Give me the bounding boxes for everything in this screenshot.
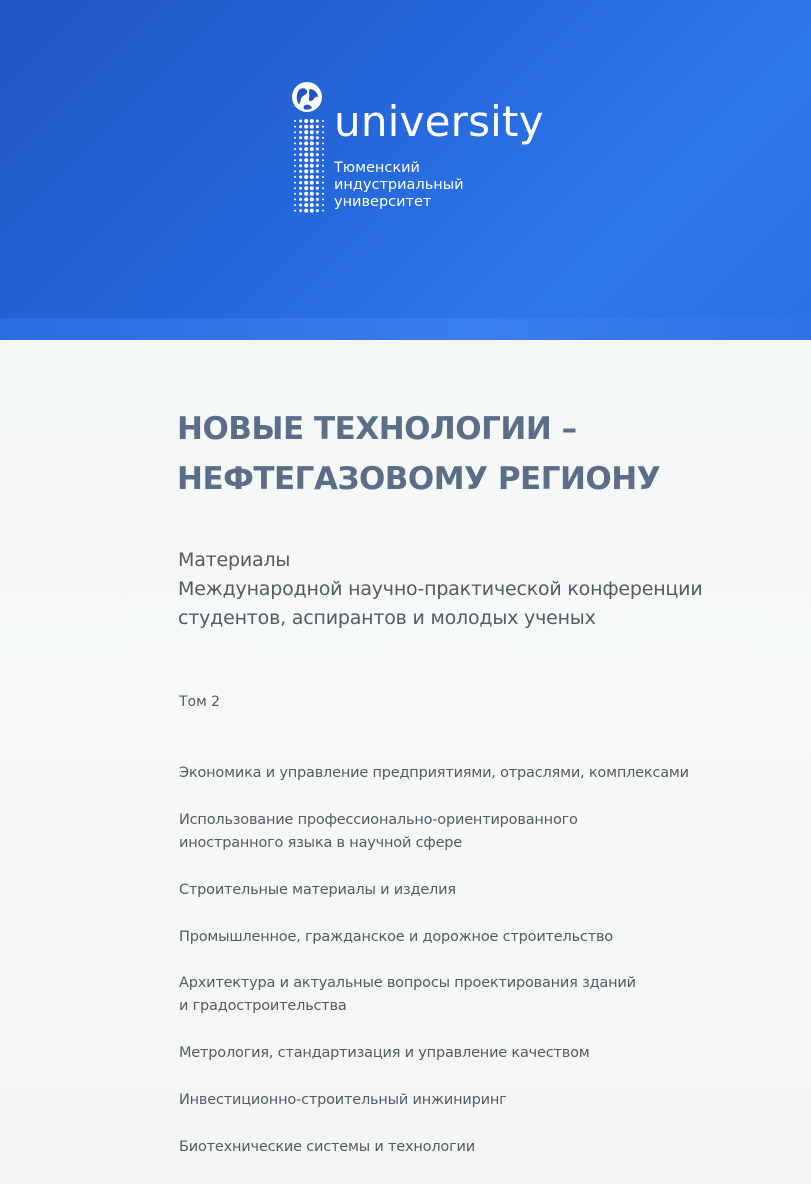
logo-dot <box>299 142 302 145</box>
logo-dot <box>294 148 296 150</box>
logo-dot <box>310 209 314 213</box>
logo-dot <box>299 170 302 173</box>
logo-dot <box>310 175 314 179</box>
logo-dot <box>294 204 296 206</box>
logo-dot <box>316 176 319 179</box>
logo-dot <box>299 153 302 156</box>
topic-line: Использование профессионально-ориентированного <box>179 812 578 828</box>
logo-dot <box>299 136 302 139</box>
logo-dot <box>322 131 324 133</box>
logo-dot <box>294 137 296 139</box>
logo-dot <box>304 203 308 207</box>
logo-dot <box>316 204 319 207</box>
logo-dot <box>322 165 324 167</box>
logo-dot <box>299 181 302 184</box>
logo-dot <box>294 170 296 172</box>
logo-dot <box>322 210 324 212</box>
logo-dot <box>310 147 314 151</box>
logo-dot <box>322 120 324 122</box>
logo-dot <box>316 181 319 184</box>
title-line: НОВЫЕ ТЕХНОЛОГИИ – <box>177 411 577 447</box>
logo-dot <box>316 187 319 190</box>
logo-dot <box>322 137 324 139</box>
logo-dot <box>316 131 319 134</box>
topic-line: и градостроительства <box>179 998 347 1014</box>
globe-icon <box>290 80 324 114</box>
logo-dot <box>322 193 324 195</box>
logo-dot <box>304 175 308 179</box>
topic-line: иностранного языка в научной сфере <box>179 835 463 851</box>
logo-dot <box>310 153 314 157</box>
topic-item <box>179 1042 590 1065</box>
book-title <box>177 404 660 504</box>
logo-dot <box>299 198 302 201</box>
logo-dot <box>310 141 314 145</box>
logo-dot <box>310 181 314 185</box>
university-logo <box>290 80 550 220</box>
title-line: НЕФТЕГАЗОВОМУ РЕГИОНУ <box>177 461 661 497</box>
logo-dot <box>304 186 308 190</box>
logo-subtitle-line: индустриальный <box>334 177 464 193</box>
topic-line: Биотехнические системы и технологии <box>179 1139 475 1155</box>
logo-dot <box>316 209 319 212</box>
logo-dot <box>322 204 324 206</box>
logo-dot <box>299 164 302 167</box>
logo-dot <box>294 154 296 156</box>
logo-dot <box>316 148 319 151</box>
topic-line: Промышленное, гражданское и дорожное строительство <box>179 929 613 945</box>
topic-item <box>179 879 456 902</box>
topic-line: Экономика и управление предприятиями, отраслями, комплексами <box>179 765 689 781</box>
logo-subtitle-line: университет <box>334 194 432 210</box>
logo-dot <box>322 159 324 161</box>
logo-dot <box>294 159 296 161</box>
logo-dot <box>316 198 319 201</box>
logo-dot <box>316 125 319 128</box>
logo-subtitle-line: Тюменский <box>334 160 420 176</box>
logo-dot <box>322 170 324 172</box>
logo-dot <box>316 136 319 139</box>
logo-dot <box>299 204 302 207</box>
subtitle-line: студентов, аспирантов и молодых ученых <box>178 607 596 629</box>
logo-subtitle <box>334 160 464 211</box>
logo-dot <box>310 125 314 129</box>
logo-dot <box>304 209 308 213</box>
logo-dot <box>316 120 319 123</box>
banner-edge <box>0 318 811 340</box>
logo-dot <box>299 120 302 123</box>
logo-wordmark: university <box>334 97 544 146</box>
dots-pattern-icon <box>292 118 326 214</box>
logo-dot <box>322 182 324 184</box>
topic-line: Метрология, стандартизация и управление качеством <box>179 1045 590 1061</box>
topic-item <box>179 972 636 1018</box>
topic-line: Инвестиционно-строительный инжиниринг <box>179 1092 507 1108</box>
logo-dot <box>294 176 296 178</box>
logo-dot <box>304 181 308 185</box>
logo-dot <box>316 192 319 195</box>
logo-dot <box>310 203 314 207</box>
logo-dot <box>322 187 324 189</box>
logo-dot <box>299 131 302 134</box>
volume-label: Том 2 <box>179 694 221 710</box>
logo-dot <box>294 126 296 128</box>
logo-dot <box>310 186 314 190</box>
logo-dot <box>316 170 319 173</box>
logo-dot <box>316 159 319 162</box>
conference-subtitle <box>178 546 702 633</box>
logo-dot <box>299 159 302 162</box>
topic-line: Архитектура и актуальные вопросы проектирования зданий <box>179 975 636 991</box>
logo-dot <box>310 158 314 162</box>
logo-dot <box>322 126 324 128</box>
topic-item <box>179 1136 475 1159</box>
topic-item <box>179 926 613 949</box>
logo-dot <box>299 209 302 212</box>
logo-dot <box>322 154 324 156</box>
logo-dot <box>304 130 308 134</box>
logo-dot <box>294 187 296 189</box>
logo-dot <box>316 164 319 167</box>
logo-dot <box>310 130 314 134</box>
logo-dot <box>304 164 308 168</box>
logo-dot <box>294 193 296 195</box>
logo-dot <box>304 158 308 162</box>
subtitle-line: Материалы <box>178 549 291 571</box>
logo-dot <box>322 142 324 144</box>
logo-dot <box>310 136 314 140</box>
topic-line: Строительные материалы и изделия <box>179 882 456 898</box>
logo-dot <box>299 176 302 179</box>
logo-dot <box>310 197 314 201</box>
subtitle-line: Международной научно-практической конференции <box>178 578 703 600</box>
logo-dot <box>304 153 308 157</box>
logo-dot <box>316 153 319 156</box>
logo-dot <box>310 169 314 173</box>
logo-dot <box>299 192 302 195</box>
topic-item <box>179 762 689 785</box>
logo-dot <box>304 192 308 196</box>
logo-dot <box>299 187 302 190</box>
logo-dot <box>310 119 314 123</box>
logo-dot <box>310 164 314 168</box>
logo-dot <box>322 176 324 178</box>
logo-dot <box>310 192 314 196</box>
logo-dot <box>304 119 308 123</box>
logo-dot <box>304 147 308 151</box>
logo-dot <box>304 197 308 201</box>
topic-item <box>179 1089 507 1112</box>
logo-dot <box>299 125 302 128</box>
logo-dot <box>322 148 324 150</box>
logo-dot <box>304 169 308 173</box>
logo-dot <box>304 141 308 145</box>
logo-dot <box>294 198 296 200</box>
topic-item <box>179 809 578 855</box>
logo-dot <box>294 131 296 133</box>
logo-dot <box>299 148 302 151</box>
logo-dot <box>294 210 296 212</box>
logo-dot <box>304 125 308 129</box>
logo-dot <box>294 142 296 144</box>
logo-dot <box>294 165 296 167</box>
logo-dot <box>304 136 308 140</box>
logo-dot <box>294 120 296 122</box>
logo-dot <box>322 198 324 200</box>
logo-dot <box>316 142 319 145</box>
logo-dot <box>294 182 296 184</box>
